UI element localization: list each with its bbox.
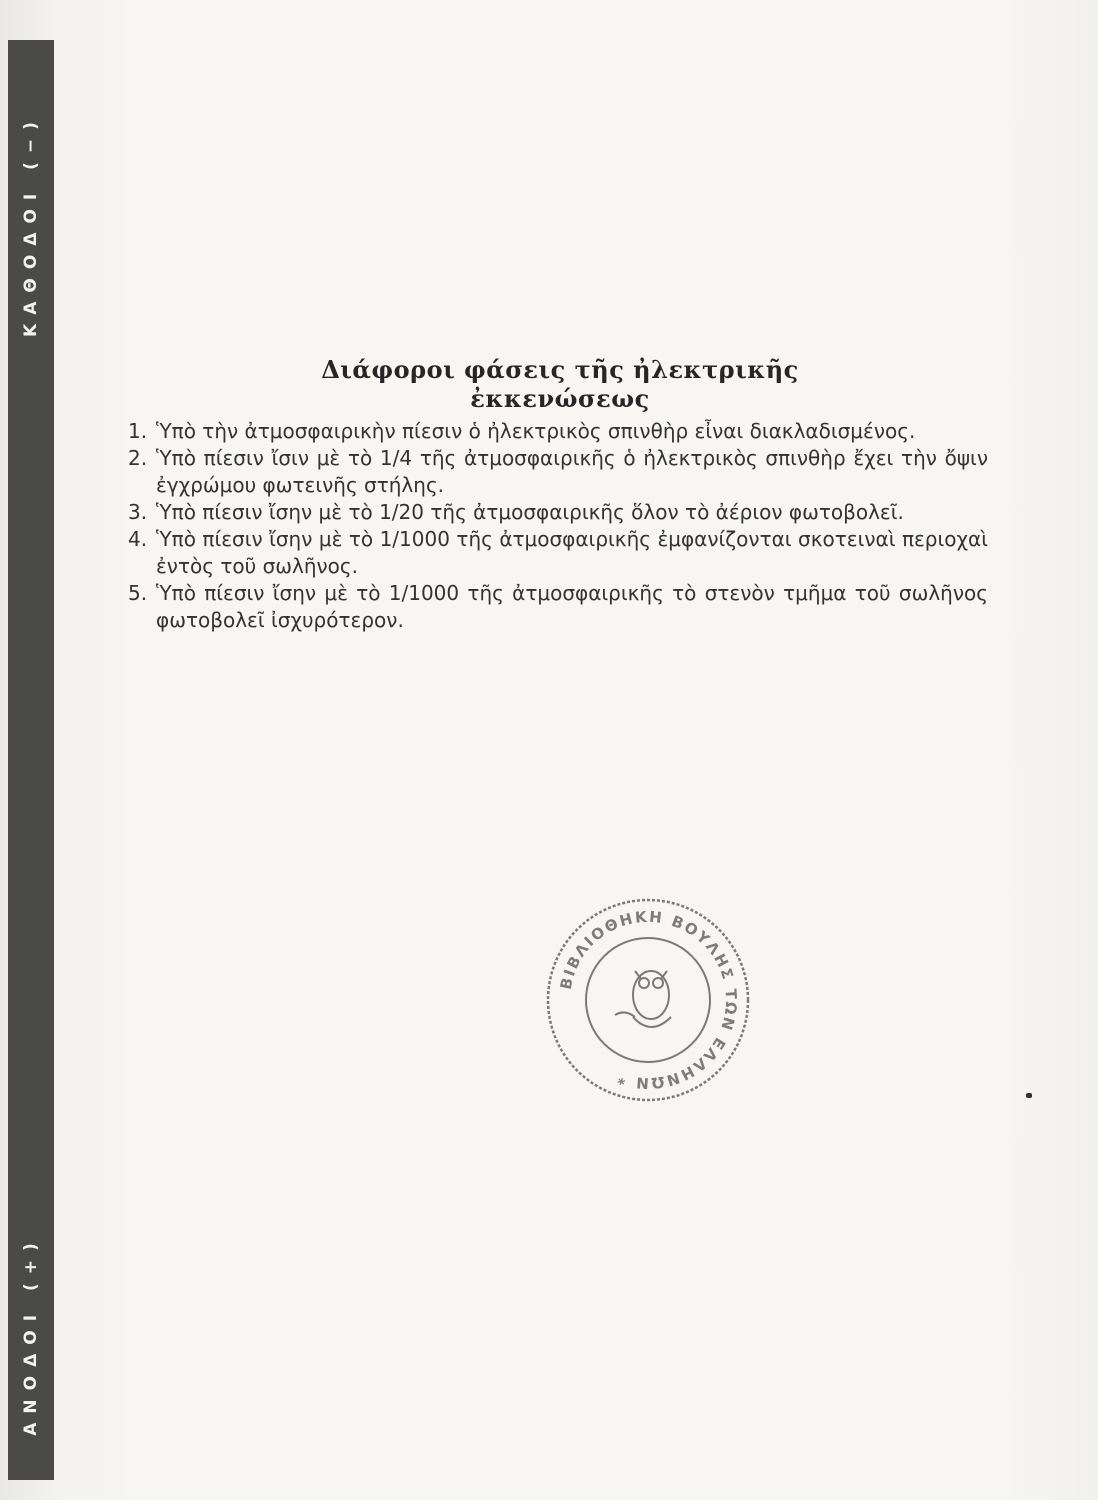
list-item-text: Ὑπὸ πίεσιν ἴσιν μὲ τὸ 1/4 τῆς ἀτμοσφαιρικῆς ὁ ἠλεκτρικὸς σπινθὴρ ἔχει τὴν ὄψιν ἐγχρώμου φωτεινῆς στήλης.: [156, 446, 988, 497]
list-item-text: Ὑπὸ τὴν ἀτμοσφαιρικὴν πίεσιν ὁ ἠλεκτρικὸς σπινθὴρ εἶναι διακλαδισμένος.: [156, 419, 916, 443]
svg-text:ΒΙΒΛΙΟΘΗΚΗ ΒΟΥΛΗΣ ΤΩΝ ΕΛΛΗΝΩΝ: [557, 908, 741, 1093]
list-item-number: 4.: [128, 527, 148, 551]
list-item: [128, 418, 988, 445]
numbered-list: [128, 418, 988, 634]
list-item: [128, 580, 988, 634]
list-item-text: Ὑπὸ πίεσιν ἴσην μὲ τὸ 1/1000 τῆς ἀτμοσφαιρικῆς ἐμφανίζονται σκοτειναὶ περιοχαὶ ἐντὸς τοῦ σωλῆνος.: [156, 527, 988, 578]
list-item-number: 5.: [128, 581, 148, 605]
spine-label-cathodes-text: ΚΑΘΟΔΟΙ (−): [21, 113, 41, 337]
spine-label-anodes-text: ΑΝΟΔΟΙ (+): [21, 1234, 41, 1436]
list-item-number: 1.: [128, 419, 148, 443]
list-item-number: 2.: [128, 446, 148, 470]
library-stamp: [543, 895, 753, 1105]
list-item: [128, 499, 988, 526]
list-item-text: Ὑπὸ πίεσιν ἴσην μὲ τὸ 1/20 τῆς ἀτμοσφαιρικῆς ὅλον τὸ ἀέριον φωτοβολεῖ.: [156, 500, 904, 524]
stamp-text: ΒΙΒΛΙΟΘΗΚΗ ΒΟΥΛΗΣ ΤΩΝ ΕΛΛΗΝΩΝ *: [556, 907, 741, 1093]
list-item-number: 3.: [128, 500, 148, 524]
list-item: [128, 526, 988, 580]
owl-seal-icon: [543, 895, 753, 1105]
list-item-text: Ὑπὸ πίεσιν ἴσην μὲ τὸ 1/1000 τῆς ἀτμοσφαιρικῆς τὸ στενὸν τμῆμα τοῦ σωλῆνος φωτοβολεῖ ἰσχυρότερον.: [156, 581, 988, 632]
page-title: Διάφοροι φάσεις τῆς ἠλεκτρικῆς ἐκκενώσεως: [321, 355, 799, 413]
list-item: [128, 445, 988, 499]
scan-speck: [1026, 1093, 1032, 1098]
